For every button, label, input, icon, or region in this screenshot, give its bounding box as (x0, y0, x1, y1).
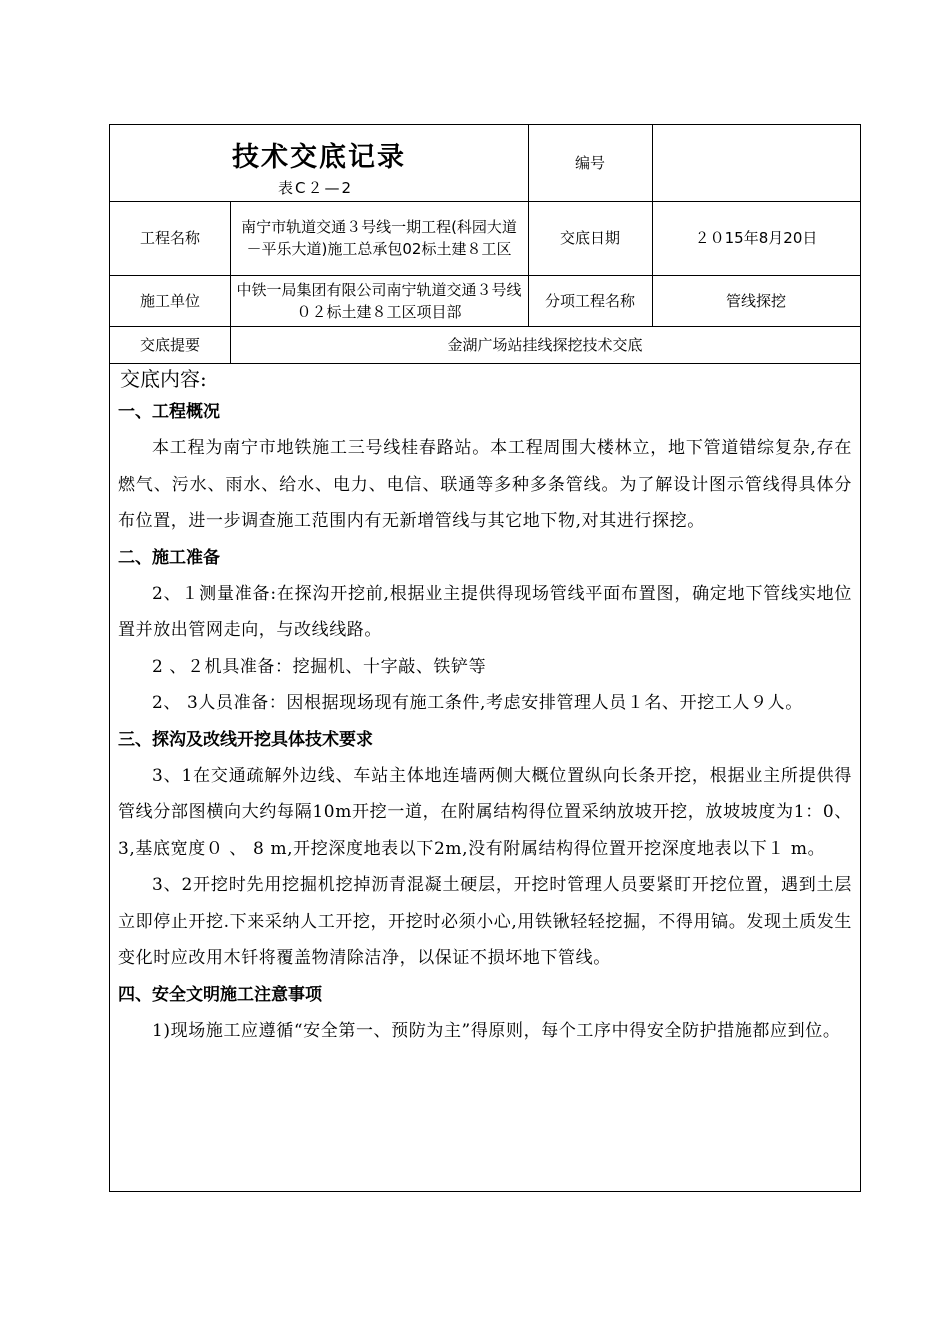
summary-value: 金湖广场站挂线探挖技术交底 (447, 335, 643, 354)
section-paragraph: 2、 3人员准备：因根据现场现有施工条件,考虑安排管理人员１名、开挖工人９人。 (152, 693, 803, 713)
section-paragraph: 本工程为南宁市地铁施工三号线桂春路站。本工程周围大楼林立，地下管道错综复杂,存在燃气、污水、雨水、给水、电力、电信、联通等多种多条管线。为了解设计图示管线得具体分布位置，进一步调查施工范围内有无新增管线与其它地下物,对其进行探挖。 (118, 438, 852, 531)
content-label: 交底内容: (120, 367, 207, 391)
sub-project-value: 管线探挖 (725, 291, 786, 310)
form-title: 技术交底记录 (232, 142, 406, 173)
number-label: 编号 (574, 154, 605, 172)
sub-project-label: 分项工程名称 (544, 291, 635, 310)
project-name-label: 工程名称 (139, 229, 200, 247)
summary-label: 交底提要 (139, 335, 200, 354)
section-heading: 二、施工准备 (118, 547, 220, 568)
section-paragraph: 3、1在交通疏解外边线、车站主体地连墙两侧大概位置纵向长条开挖，根据业主所提供得管线分部图横向大约每隔10m开挖一道，在附属结构得位置采纳放坡开挖，放坡坡度为1：0、3,基底宽度０ 、 8 m,开挖深度地表以下2m,没有附属结构得位置开挖深度地表以下１ m。 (118, 765, 852, 859)
section-paragraph: 2、１测量准备:在探沟开挖前,根据业主提供得现场管线平面布置图，确定地下管线实地位置并放出管网走向，与改线线路。 (118, 583, 852, 640)
number-value (652, 125, 860, 201)
date-value: ２０15年8月20日 (694, 229, 818, 247)
construction-unit-label: 施工单位 (139, 291, 200, 310)
section-heading: 四、安全文明施工注意事项 (118, 984, 322, 1005)
technical-disclosure-form (109, 124, 861, 1192)
construction-unit-value: 中铁一局集团有限公司南宁轨道交通３号线０２标土建８工区项目部 (236, 280, 522, 321)
section-paragraph: 3、2开挖时先用挖掘机挖掉沥青混凝土硬层，开挖时管理人员要紧盯开挖位置，遇到土层立即停止开挖.下来采纳人工开挖，开挖时必须小心,用铁锹轻轻挖掘，不得用镐。发现土质发生变化时应改用木钎将覆盖物清除洁净，以保证不损坏地下管线。 (118, 875, 852, 968)
section-paragraph: 1)现场施工应遵循“安全第一、预防为主”得原则，每个工序中得安全防护措施都应到位。 (152, 1020, 841, 1041)
form-code: 表C２—2 (278, 179, 354, 197)
date-label: 交底日期 (559, 229, 620, 247)
section-heading: 一、工程概况 (118, 402, 220, 422)
disclosure-content (110, 364, 860, 1049)
section-paragraph: 2 、２机具准备：挖掘机、十字敲、铁铲等 (152, 656, 487, 677)
project-name-value: 南宁市轨道交通３号线一期工程(科园大道－平乐大道)施工总承包02标土建８工区 (241, 218, 517, 258)
section-heading: 三、探沟及改线开挖具体技术要求 (118, 729, 373, 750)
